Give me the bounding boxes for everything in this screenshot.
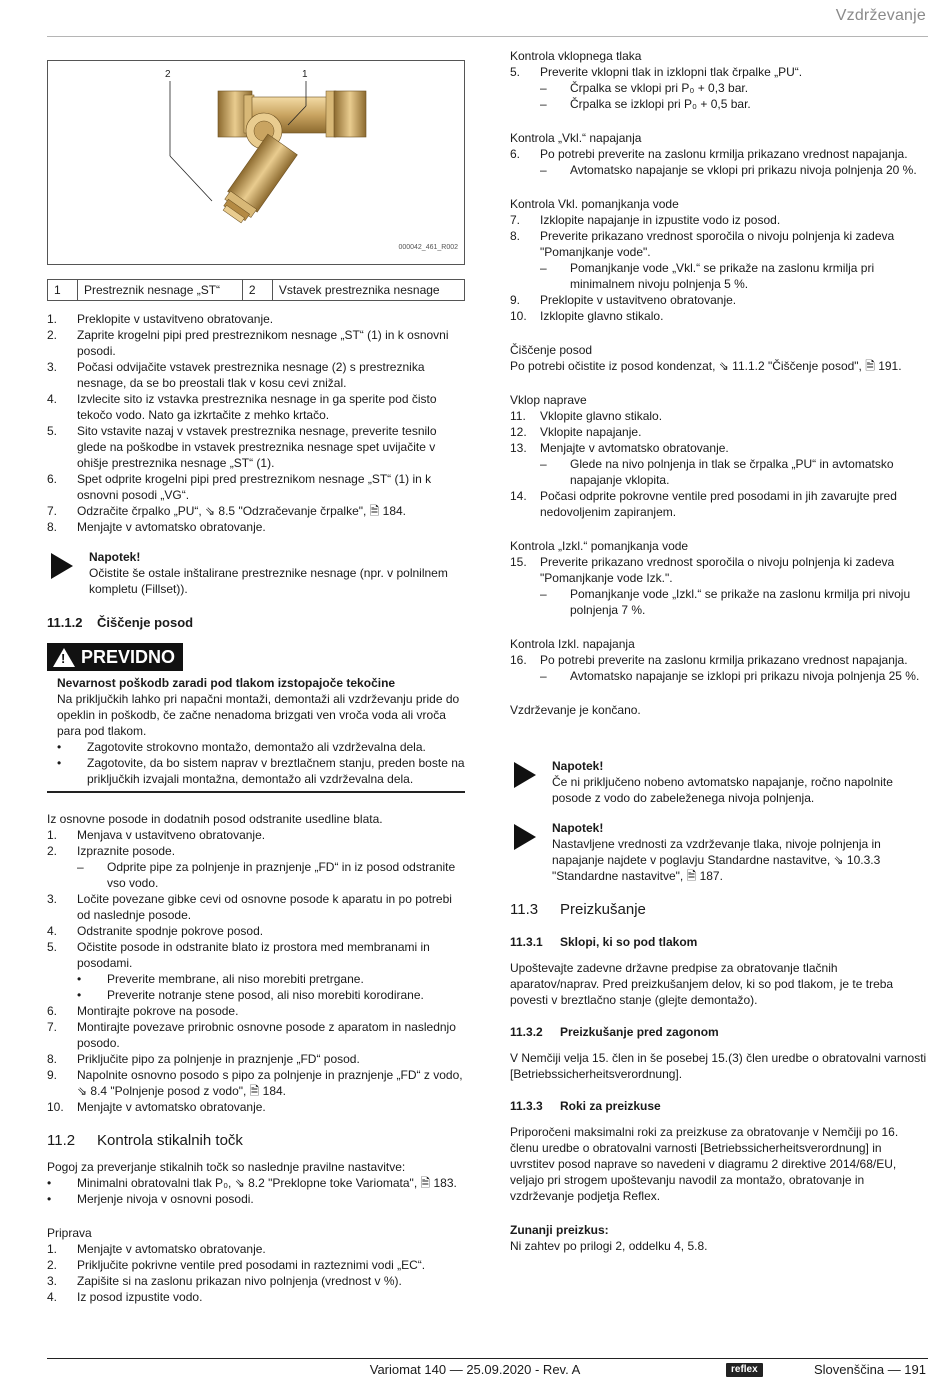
- list-text: Iz posod izpustite vodo.: [77, 1290, 203, 1304]
- list-item: [47, 391, 465, 423]
- subsection-title: Kontrola vklopnega tlaka: [510, 49, 642, 63]
- list-text: Zapišite si na zaslonu prikazan nivo polnjenja (vrednost v %).: [77, 1274, 402, 1288]
- list-text: Menjajte v avtomatsko obratovanje.: [77, 1242, 266, 1256]
- list-item: [510, 64, 928, 80]
- list-text: Počasi odvijačite vstavek prestreznika nesnage (2) s prestreznika nesnage, da se bo preostali tlak v kosu cevi znižal.: [77, 360, 425, 390]
- sub-list-item: [510, 456, 928, 488]
- strainer-steps: [47, 311, 465, 535]
- list-item: [47, 1051, 465, 1067]
- subsection-title: Kontrola Izkl. napajanja: [510, 637, 635, 651]
- note-box: [47, 549, 465, 597]
- list-text: Odprite pipe za polnjenje in praznjenje „FD“ in iz posod odstranite vso vodo.: [107, 860, 456, 890]
- list-item: [47, 939, 465, 971]
- done-text: Vzdrževanje je končano.: [510, 703, 641, 717]
- subsection-title: Kontrola „Vkl.“ napajanja: [510, 131, 642, 145]
- list-text: Preklopite v ustavitveno obratovanje.: [77, 312, 274, 326]
- list-item: [510, 308, 928, 324]
- list-text: Montirajte povezave prirobnic osnovne posode z aparatom in naslednjo posodo.: [77, 1020, 456, 1050]
- reflex-logo: reflex: [726, 1363, 763, 1377]
- list-marker: 15.: [510, 555, 527, 569]
- list-item: [47, 1257, 465, 1273]
- list-marker: 10.: [510, 309, 527, 323]
- list-text: Odzračite črpalko „PU“, ⇘ 8.5 "Odzračevanje črpalke", 🗎 184.: [77, 504, 407, 518]
- steps-s5: [510, 408, 928, 520]
- footer-rule: [47, 1358, 928, 1359]
- paragraph-11-3-1: Upoštevajte zadevne državne predpise za obratovanje tlačnih aparatov/naprav. Pred preizkušanjem delov, ki so pod tlakom, je te treba povesti v breztlačno stanje (glejte demontažo).: [510, 961, 894, 1007]
- note-box: [510, 820, 928, 884]
- play-triangle-icon: [514, 824, 536, 850]
- list-marker: 2.: [47, 328, 58, 342]
- list-item: [510, 292, 928, 308]
- sub-list-item: [510, 162, 928, 178]
- list-text: Priključite pipo za polnjenje in praznjenje „FD“ posod.: [77, 1052, 360, 1066]
- list-item: [47, 1289, 465, 1305]
- list-text: Izvlecite sito iz vstavka prestreznika nesnage in ga sperite pod čisto tekočo vodo. Nato ga izkrtačite z mehko krtačo.: [77, 392, 437, 422]
- list-marker: 7.: [510, 213, 521, 227]
- list-item: [47, 471, 465, 503]
- list-marker: 1.: [47, 1242, 58, 1256]
- list-marker: –: [540, 81, 547, 95]
- list-text: Zagotovite, da bo sistem naprav v breztlačnem stanju, preden boste na priključkih izvajali montažna, demontažo ali vzdrževalna dela.: [87, 756, 465, 786]
- switch-intro: Pogoj za preverjanje stikalnih točk so naslednje pravilne nastavitve:: [47, 1160, 406, 1174]
- sub-list-item: [510, 260, 928, 292]
- list-text: Izpraznite posode.: [77, 844, 176, 858]
- list-item: [510, 554, 928, 586]
- list-marker: 5.: [47, 424, 58, 438]
- note-box: [510, 758, 928, 806]
- list-item: [47, 1019, 465, 1051]
- cleaning-intro: Iz osnovne posode in dodatnih posod odstranite usedline blata.: [47, 812, 383, 826]
- list-text: Črpalka se vklopi pri P₀ + 0,3 bar.: [570, 81, 749, 95]
- list-text: Pomanjkanje vode „Izkl.“ se prikaže na zaslonu krmilja pri nivoju polnjenja 7 %.: [570, 587, 911, 617]
- subsection-title: Kontrola „Izkl.“ pomanjkanja vode: [510, 539, 689, 553]
- list-item: [47, 311, 465, 327]
- list-marker: 4.: [47, 392, 58, 406]
- list-marker: 2.: [47, 844, 58, 858]
- list-item: [510, 440, 928, 456]
- list-marker: –: [540, 97, 547, 111]
- caution-badge: ! PREVIDNO: [47, 643, 183, 671]
- list-marker: •: [57, 740, 62, 754]
- strainer-illustration: [48, 61, 464, 264]
- legend-label: Prestreznik nesnage „ST“: [78, 280, 243, 301]
- list-item: [47, 1067, 465, 1099]
- subsection-title: Vklop naprave: [510, 393, 587, 407]
- list-item: [47, 1175, 465, 1191]
- list-item: [47, 891, 465, 923]
- sub-list-item: [510, 80, 928, 96]
- note-title: Napotek!: [552, 821, 604, 835]
- list-item: [47, 1241, 465, 1257]
- caution-text: Na priključkih lahko pri napačni montaži, demontaži ali vzdrževanju pride do opeklin in poškodb, če začne nenadoma brizgati ven vroča voda ali vroča para pod tlakom.: [57, 692, 460, 738]
- play-triangle-icon: [51, 553, 73, 579]
- list-text: Zaprite krogelni pipi pred prestreznikom nesnage „ST“ (1) in k osnovni posodi.: [77, 328, 449, 358]
- list-text: Menjajte v avtomatsko obratovanje.: [77, 520, 266, 534]
- list-text: Po potrebi preverite na zaslonu krmilja prikazano vrednost napajanja.: [540, 147, 908, 161]
- footer-page: Slovenščina — 191: [813, 1362, 926, 1377]
- sub-list: [47, 859, 465, 891]
- list-text: Preverite prikazano vrednost sporočila o nivoju polnjenja ki zadeva "Pomanjkanje vode Izk.".: [540, 555, 895, 585]
- list-text: Montirajte pokrove na posode.: [77, 1004, 239, 1018]
- list-item: [47, 923, 465, 939]
- list-marker: 6.: [510, 147, 521, 161]
- list-item: [47, 1273, 465, 1289]
- list-marker: •: [57, 756, 62, 770]
- list-text: Preverite membrane, ali niso morebiti pretrgane.: [107, 972, 364, 986]
- callout-2: 2: [165, 69, 171, 80]
- sub-list: [47, 971, 465, 1003]
- page-header-title: Vzdrževanje: [835, 7, 926, 24]
- list-text: Glede na nivo polnjenja in tlak se črpalka „PU“ in avtomatsko napajanje vklopita.: [570, 457, 894, 487]
- list-item: [47, 827, 465, 843]
- section-heading-11-3-2: 11.3.2 Preizkušanje pred zagonom: [510, 1025, 719, 1039]
- list-marker: –: [540, 261, 547, 275]
- steps-s7: [510, 652, 928, 684]
- strainer-figure: [47, 60, 465, 265]
- list-marker: 1.: [47, 312, 58, 326]
- sub-list: [510, 260, 928, 292]
- list-marker: –: [77, 860, 84, 874]
- cleaning-steps: [47, 827, 465, 1115]
- legend-num: 1: [48, 280, 78, 301]
- list-text: Preverite notranje stene posod, ali niso morebiti korodirane.: [107, 988, 424, 1002]
- list-item: [510, 488, 928, 520]
- caution-title: Nevarnost poškodb zaradi pod tlakom izstopajoče tekočine: [57, 676, 396, 690]
- subsection-title: Kontrola Vkl. pomanjkanja vode: [510, 197, 679, 211]
- section-heading-11-1-2: 11.1.2 Čiščenje posod: [47, 615, 194, 630]
- switch-bullets: [47, 1175, 465, 1207]
- sub-list-item: [47, 987, 465, 1003]
- sub-list-item: [510, 586, 928, 618]
- list-item: [510, 652, 928, 668]
- steps-s3: [510, 212, 928, 324]
- play-triangle-icon: [514, 762, 536, 788]
- subsection-text: Po potrebi očistite iz posod kondenzat, ⇘ 11.1.2 "Čiščenje posod", 🗎 191.: [510, 359, 902, 373]
- list-text: Priključite pokrivne ventile pred posodami in razteznimi vodi „EC“.: [77, 1258, 426, 1272]
- left-column: [47, 48, 465, 1305]
- sub-list: [510, 80, 928, 112]
- steps-s6: [510, 554, 928, 618]
- list-item: [47, 1191, 465, 1207]
- list-text: Merjenje nivoja v osnovni posodi.: [77, 1192, 254, 1206]
- sub-list: [510, 456, 928, 488]
- sub-list-item: [47, 859, 465, 891]
- list-text: Napolnite osnovno posodo s pipo za polnjenje in praznjenje „FD“ z vodo, ⇘ 8.4 "Polnjenje posod z vodo", 🗎 184.: [77, 1068, 463, 1098]
- caution-box: [47, 643, 465, 793]
- list-text: Menjajte v avtomatsko obratovanje.: [77, 1100, 266, 1114]
- list-text: Pomanjkanje vode „Vkl.“ se prikaže na zaslonu krmilja pri minimalnem nivoju polnjenja 5 %.: [570, 261, 875, 291]
- list-item: [510, 146, 928, 162]
- sub-list: [510, 586, 928, 618]
- list-marker: •: [47, 1176, 52, 1190]
- list-marker: –: [540, 587, 547, 601]
- list-marker: 5.: [510, 65, 521, 79]
- list-item: [47, 359, 465, 391]
- section-heading-11-3-1: 11.3.1 Sklopi, ki so pod tlakom: [510, 935, 698, 949]
- list-marker: 3.: [47, 1274, 58, 1288]
- list-item: [47, 503, 465, 519]
- list-item: [510, 424, 928, 440]
- list-text: Vklopite napajanje.: [540, 425, 642, 439]
- list-text: Sito vstavite nazaj v vstavek prestreznika nesnage, preverite tesnilo glede na poškodbe in vstavek prestreznika nesnage spet uvijačite v ohišje prestreznika nesnage „ST“ (1).: [77, 424, 437, 470]
- sub-list: [510, 668, 928, 684]
- list-text: Preverite prikazano vrednost sporočila o nivoju polnjenja ki zadeva "Pomanjkanje vode".: [540, 229, 895, 259]
- footer-doc-info: Variomat 140 — 25.09.2020 - Rev. A: [369, 1362, 581, 1377]
- list-text: Menjava v ustavitveno obratovanje.: [77, 828, 266, 842]
- list-marker: –: [540, 669, 547, 683]
- list-text: Črpalka se izklopi pri P₀ + 0,5 bar.: [570, 97, 751, 111]
- paragraph-11-3-2: V Nemčiji velja 15. člen in še posebej 15.(3) člen uredbe o obratovalni varnosti [Betriebssicherheitsverordnung].: [510, 1051, 927, 1081]
- list-marker: •: [77, 988, 82, 1002]
- list-text: Preklopite v ustavitveno obratovanje.: [540, 293, 737, 307]
- list-marker: 5.: [47, 940, 58, 954]
- list-text: Očistite posode in odstranite blato iz prostora med membranami in posodami.: [77, 940, 430, 970]
- list-marker: 13.: [510, 441, 527, 455]
- section-heading-11-2: 11.2 Kontrola stikalnih točk: [47, 1132, 243, 1149]
- list-marker: –: [540, 163, 547, 177]
- steps-s2: [510, 146, 928, 178]
- subsection-title: Čiščenje posod: [510, 343, 593, 357]
- external-test-text: Ni zahtev po prilogi 2, oddelku 4, 5.8.: [510, 1239, 708, 1253]
- list-marker: 6.: [47, 1004, 58, 1018]
- sub-list: [510, 162, 928, 178]
- figure-code: 000042_461_R002: [398, 244, 458, 251]
- external-test-title: Zunanji preizkus:: [510, 1223, 609, 1237]
- list-text: Vklopite glavno stikalo.: [540, 409, 663, 423]
- list-marker: 2.: [47, 1258, 58, 1272]
- sub-list-item: [510, 96, 928, 112]
- list-marker: 8.: [47, 1052, 58, 1066]
- list-text: Odstranite spodnje pokrove posod.: [77, 924, 264, 938]
- list-marker: 9.: [47, 1068, 58, 1082]
- list-text: Ločite povezane gibke cevi od osnovne posode k aparatu in po potrebi od naslednje posode.: [77, 892, 452, 922]
- list-item: [47, 843, 465, 859]
- list-marker: 14.: [510, 489, 527, 503]
- list-marker: 16.: [510, 653, 527, 667]
- list-marker: 8.: [510, 229, 521, 243]
- note-text: Če ni priključeno nobeno avtomatsko napajanje, ročno napolnite posode z vodo do zabeleženega nivoja polnjenja.: [552, 775, 893, 805]
- list-marker: 3.: [47, 360, 58, 374]
- list-marker: 1.: [47, 828, 58, 842]
- list-text: Minimalni obratovalni tlak P₀, ⇘ 8.2 "Preklopne toke Variomata", 🗎 183.: [77, 1176, 457, 1190]
- priprava-title: Priprava: [47, 1226, 92, 1240]
- list-text: Menjajte v avtomatsko obratovanje.: [540, 441, 729, 455]
- list-marker: 6.: [47, 472, 58, 486]
- list-text: Avtomatsko napajanje se vklopi pri prikazu nivoja polnjenja 20 %.: [570, 163, 917, 177]
- list-item: [57, 755, 465, 787]
- figure-legend: [47, 279, 465, 301]
- list-item: [47, 519, 465, 535]
- note-title: Napotek!: [89, 550, 141, 564]
- list-item: [57, 739, 465, 755]
- list-marker: 7.: [47, 504, 58, 518]
- sub-list-item: [510, 668, 928, 684]
- list-marker: 4.: [47, 924, 58, 938]
- list-item: [47, 423, 465, 471]
- list-item: [510, 212, 928, 228]
- list-item: [47, 1099, 465, 1115]
- list-marker: 7.: [47, 1020, 58, 1034]
- list-marker: 10.: [47, 1100, 64, 1114]
- paragraph-11-3-3: Priporočeni maksimalni roki za preizkuse za obratovanje v Nemčiji po 16. členu uredbe o obratovalni varnosti [Betriebssicherheitsverordnung] in uvrstitev posod naprave so navedeni v diagramu 2 direktive 2014/68/EU, veljajo pri strogem upoštevanju navodil za montažo, obratovanje in vzdrževanje podjetja Reflex.: [510, 1125, 899, 1203]
- list-text: Spet odprite krogelni pipi pred prestreznikom nesnage „ST“ (1) in k osnovni posodi „VG“.: [77, 472, 432, 502]
- list-item: [47, 1003, 465, 1019]
- note-text: Očistite še ostale inštalirane prestreznike nesnage (npr. v polnilnem kompletu (Fillset)).: [89, 566, 448, 596]
- right-column: [510, 48, 928, 1254]
- list-item: [510, 408, 928, 424]
- warning-triangle-icon: [53, 648, 75, 667]
- list-text: Počasi odprite pokrovne ventile pred posodami in jih zavarujte pred nedovoljenim zapiranjem.: [540, 489, 897, 519]
- header-rule: [47, 36, 928, 37]
- caution-bullets: [57, 739, 465, 787]
- priprava-steps: [47, 1241, 465, 1305]
- note-text: Nastavljene vrednosti za vzdrževanje tlaka, nivoje polnjenja in napajanje najdete v poglavju Standardne nastavitve, ⇘ 10.3.3 "Standardne nastavitve", 🗎 187.: [552, 837, 881, 883]
- sub-list-item: [47, 971, 465, 987]
- list-text: Preverite vklopni tlak in izklopni tlak črpalke „PU“.: [540, 65, 803, 79]
- callout-1: 1: [302, 69, 308, 80]
- list-marker: 12.: [510, 425, 527, 439]
- list-marker: •: [77, 972, 82, 986]
- list-text: Zagotovite strokovno montažo, demontažo ali vzdrževalna dela.: [87, 740, 426, 754]
- note-title: Napotek!: [552, 759, 604, 773]
- list-item: [47, 327, 465, 359]
- legend-num: 2: [242, 280, 272, 301]
- list-marker: 9.: [510, 293, 521, 307]
- list-marker: 11.: [510, 409, 526, 423]
- list-marker: 8.: [47, 520, 58, 534]
- list-text: Avtomatsko napajanje se izklopi pri prikazu nivoja polnjenja 25 %.: [570, 669, 920, 683]
- list-marker: 3.: [47, 892, 58, 906]
- list-item: [510, 228, 928, 260]
- list-text: Izklopite napajanje in izpustite vodo iz posod.: [540, 213, 781, 227]
- list-marker: 4.: [47, 1290, 58, 1304]
- list-text: Po potrebi preverite na zaslonu krmilja prikazano vrednost napajanja.: [540, 653, 908, 667]
- legend-label: Vstavek prestreznika nesnage: [272, 280, 464, 301]
- list-marker: –: [540, 457, 547, 471]
- steps-s1: [510, 64, 928, 112]
- section-heading-11-3-3: 11.3.3 Roki za preizkuse: [510, 1099, 661, 1113]
- list-text: Izklopite glavno stikalo.: [540, 309, 664, 323]
- list-marker: •: [47, 1192, 52, 1206]
- section-heading-11-3: 11.3 Preizkušanje: [510, 901, 646, 918]
